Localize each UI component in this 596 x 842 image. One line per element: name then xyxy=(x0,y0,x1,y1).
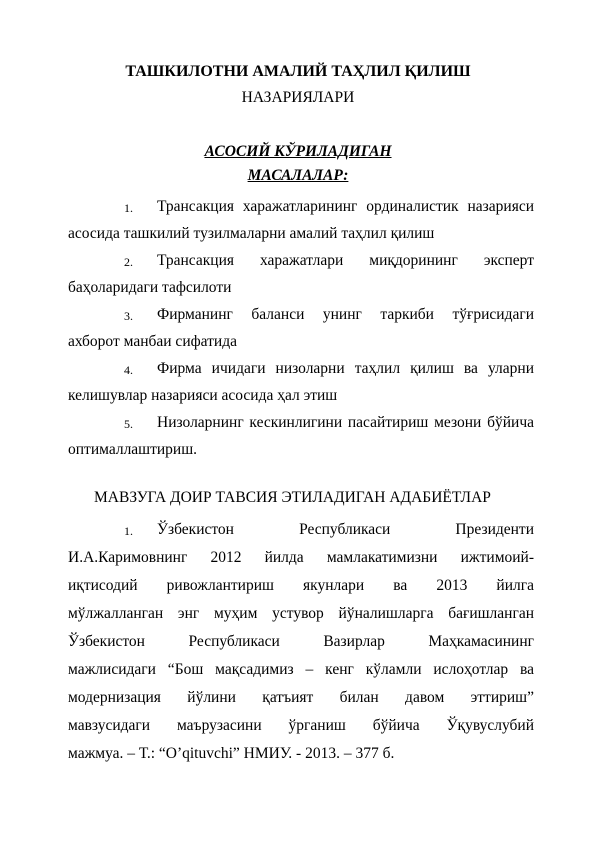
task-number: 1. xyxy=(124,201,133,215)
document-title-line1: ТАШКИЛОТНИ АМАЛИЙ ТАҲЛИЛ ҚИЛИШ xyxy=(125,63,471,80)
task-line: Трансакция харажатлари миқдорининг эксперт xyxy=(157,252,534,269)
task-number: 5. xyxy=(124,417,133,431)
task-line: баҳоларидаги тафсилоти xyxy=(68,279,232,296)
reference-line: мўлжалланган энг муҳим устувор йўналишларга бағишланган xyxy=(68,605,534,622)
reference-line: Ўзбекистон Республикаси Вазирлар Маҳкамасининг xyxy=(68,633,534,650)
reference-line: мажлисидаги “Бош мақсадимиз – кенг кўламли ислоҳотлар ва xyxy=(68,661,534,678)
task-line: Фирманинг баланси унинг таркиби тўғрисидаги xyxy=(157,306,534,323)
task-line: Низоларнинг кескинлигини пасайтириш мезони бўйича xyxy=(157,414,534,431)
reference-line: мажмуа. – Т.: “O’qituvchi” НМИУ. - 2013. – 377 б. xyxy=(68,745,395,762)
task-line: асосида ташкилий тузилмаларни амалий таҳлил қилиш xyxy=(68,225,435,242)
reference-line: модернизация йўлини қатъият билан давом эттириш” xyxy=(68,689,534,706)
task-line: ахборот манбаи сифатида xyxy=(68,333,237,350)
tasks-heading-line2: МАСАЛАЛАР: xyxy=(247,167,349,184)
task-number: 2. xyxy=(124,255,133,269)
task-line: Фирма ичидаги низоларни таҳлил қилиш ва уларни xyxy=(157,360,534,377)
reference-line: мавзусидаги маърузасини ўрганиш бўйича Ўқувуслубий xyxy=(68,717,534,734)
references-heading: МАВЗУГА ДОИР ТАВСИЯ ЭТИЛАДИГАН АДАБИЁТЛАР xyxy=(94,489,491,506)
task-number: 4. xyxy=(124,363,133,377)
task-line: Трансакция харажатларининг ординалистик назарияси xyxy=(157,198,534,215)
reference-line: Ўзбекистон Республикаси Президенти xyxy=(157,521,534,538)
task-line: келишувлар назарияси асосида ҳал этиш xyxy=(68,387,338,404)
reference-line: иқтисодий ривожлантириш якунлари ва 2013 йилга xyxy=(68,577,534,594)
tasks-heading-line1: АСОСИЙ КЎРИЛАДИГАН xyxy=(204,143,392,160)
document-title-line2: НАЗАРИЯЛАРИ xyxy=(241,89,355,106)
task-number: 3. xyxy=(124,309,133,323)
reference-number: 1. xyxy=(124,524,133,538)
task-line: оптималлаштириш. xyxy=(68,441,198,458)
reference-line: И.А.Каримовнинг 2012 йилда мамлакатимизни ижтимоий- xyxy=(68,549,534,566)
